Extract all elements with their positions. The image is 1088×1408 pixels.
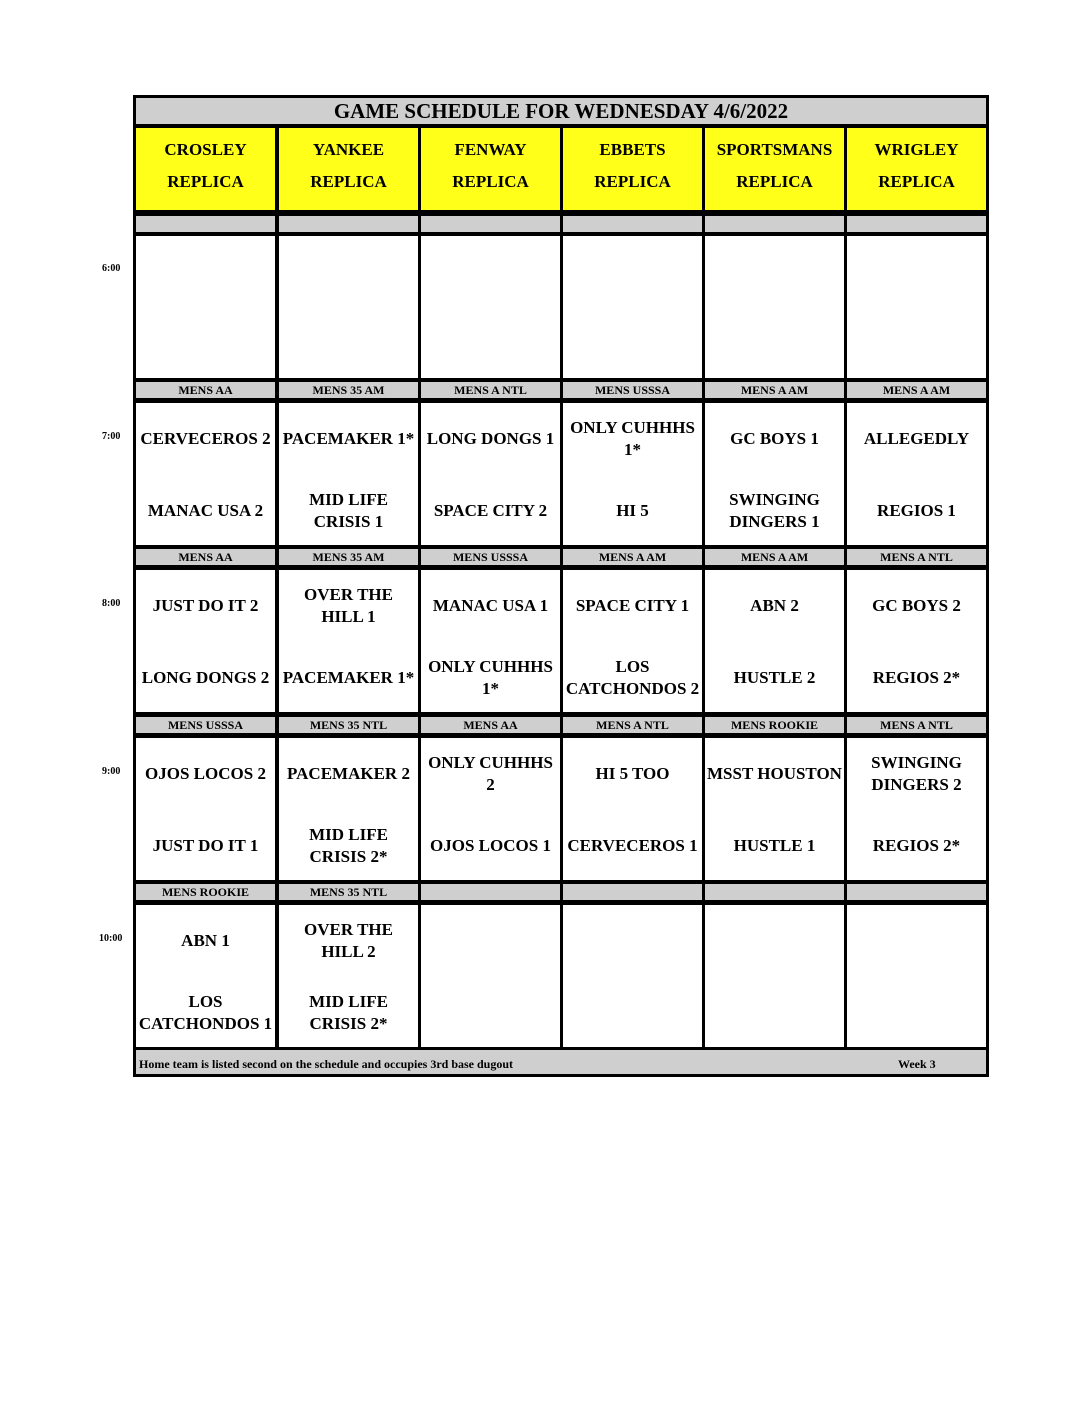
division-label <box>702 881 847 903</box>
away-team <box>565 240 700 304</box>
game-cell <box>844 735 989 883</box>
venue-name: FENWAY <box>454 140 527 159</box>
home-team: MANAC USA 2 <box>147 501 264 520</box>
division-label: MENS 35 NTL <box>276 881 421 903</box>
division-row <box>133 881 989 903</box>
away-team: GC BOYS 1 <box>730 429 819 448</box>
venue-subtitle: REPLICA <box>594 172 671 191</box>
division-label: MENS A AM <box>702 546 847 568</box>
division-label <box>276 213 421 235</box>
division-row <box>133 714 989 736</box>
away-team: OVER THE HILL 1 <box>304 585 393 626</box>
away-team <box>849 909 984 973</box>
game-cell <box>133 902 278 1050</box>
division-label: MENS USSSA <box>560 379 705 401</box>
game-cell <box>276 400 421 548</box>
schedule-sheet <box>133 95 989 1081</box>
home-team: SWINGING DINGERS 1 <box>729 490 820 531</box>
venue-subtitle: REPLICA <box>878 172 955 191</box>
away-team: ALLEGEDLY <box>863 429 970 448</box>
away-team <box>423 240 558 304</box>
home-team: REGIOS 2* <box>872 836 961 855</box>
away-team: PACEMAKER 2 <box>287 764 410 783</box>
away-team: ABN 1 <box>181 931 230 950</box>
away-team <box>707 240 842 304</box>
away-team <box>138 240 273 304</box>
away-team <box>281 240 416 304</box>
away-team: ONLY CUHHHS 2 <box>428 753 553 794</box>
home-team <box>423 312 558 376</box>
time-label: 10:00 <box>99 933 123 944</box>
away-team: MSST HOUSTON <box>707 764 842 783</box>
division-label: MENS A AM <box>844 379 989 401</box>
game-cell <box>418 902 563 1050</box>
schedule-title: GAME SCHEDULE FOR WEDNESDAY 4/6/2022 <box>133 95 989 127</box>
time-slot-row <box>133 902 989 1050</box>
division-label: MENS A AM <box>560 546 705 568</box>
home-team: LONG DONGS 2 <box>141 668 270 687</box>
week-label: Week 3 <box>898 1057 936 1071</box>
venue-subtitle: REPLICA <box>167 172 244 191</box>
away-team: OJOS LOCOS 2 <box>145 764 266 783</box>
home-team <box>281 312 416 376</box>
time-label: 6:00 <box>102 263 121 274</box>
away-team: SWINGING DINGERS 2 <box>871 753 962 794</box>
home-team: REGIOS 1 <box>877 501 956 520</box>
away-team: GC BOYS 2 <box>872 596 961 615</box>
division-label <box>844 213 989 235</box>
time-slot-row <box>133 233 989 381</box>
game-cell <box>702 902 847 1050</box>
game-cell <box>133 567 278 715</box>
time-slot-row <box>133 400 989 548</box>
venue-name: YANKEE <box>312 140 385 159</box>
venue-subtitle: REPLICA <box>452 172 529 191</box>
venue-subtitle: REPLICA <box>310 172 387 191</box>
home-team: HUSTLE 2 <box>733 668 816 687</box>
home-team <box>138 312 273 376</box>
game-cell <box>276 233 421 381</box>
game-cell <box>133 400 278 548</box>
venue-header-row <box>133 125 989 213</box>
division-row <box>133 546 989 568</box>
home-team-note: Home team is listed second on the schedule and occupies 3rd base dugout <box>139 1057 514 1071</box>
venue-subtitle: REPLICA <box>736 172 813 191</box>
division-label <box>418 881 563 903</box>
division-label: MENS 35 AM <box>276 546 421 568</box>
division-label <box>418 213 563 235</box>
away-team: OVER THE HILL 2 <box>304 920 393 961</box>
division-label: MENS 35 AM <box>276 379 421 401</box>
time-label: 8:00 <box>102 598 121 609</box>
home-team: SPACE CITY 2 <box>433 501 548 520</box>
division-row <box>133 213 989 235</box>
away-team <box>565 909 700 973</box>
venue-header-crosley <box>133 125 278 213</box>
away-team: PACEMAKER 1* <box>282 429 415 448</box>
game-cell <box>560 902 705 1050</box>
home-team: HI 5 <box>616 501 649 520</box>
division-label: MENS USSSA <box>133 714 278 736</box>
game-cell <box>418 735 563 883</box>
away-team: CERVECEROS 2 <box>140 429 271 448</box>
venue-header-yankee <box>276 125 421 213</box>
away-team <box>849 240 984 304</box>
home-team <box>707 981 842 1045</box>
home-team: PACEMAKER 1* <box>282 668 415 687</box>
division-label: MENS ROOKIE <box>133 881 278 903</box>
home-team: MID LIFE CRISIS 1 <box>309 490 388 531</box>
game-cell <box>276 567 421 715</box>
game-cell <box>560 735 705 883</box>
away-team <box>707 909 842 973</box>
venue-name: EBBETS <box>599 140 666 159</box>
home-team: MID LIFE CRISIS 2* <box>309 992 388 1033</box>
division-label <box>844 881 989 903</box>
away-team: SPACE CITY 1 <box>575 596 690 615</box>
away-team: LONG DONGS 1 <box>426 429 555 448</box>
away-team <box>423 909 558 973</box>
home-team: LOS CATCHONDOS 2 <box>565 657 700 698</box>
game-cell <box>844 400 989 548</box>
division-label: MENS AA <box>133 546 278 568</box>
game-cell <box>133 233 278 381</box>
home-team: REGIOS 2* <box>872 668 961 687</box>
game-cell <box>702 233 847 381</box>
time-slot-row <box>133 567 989 715</box>
division-label: MENS A NTL <box>844 714 989 736</box>
game-cell <box>418 400 563 548</box>
home-team: HUSTLE 1 <box>733 836 816 855</box>
division-label: MENS ROOKIE <box>702 714 847 736</box>
division-row <box>133 379 989 401</box>
time-label: 7:00 <box>102 431 121 442</box>
division-label <box>702 213 847 235</box>
home-team: ONLY CUHHHS 1* <box>428 657 553 698</box>
venue-name: WRIGLEY <box>874 140 959 159</box>
away-team: MANAC USA 1 <box>432 596 549 615</box>
home-team <box>423 981 558 1045</box>
venue-name: CROSLEY <box>164 140 247 159</box>
home-team <box>565 312 700 376</box>
game-cell <box>560 233 705 381</box>
home-team <box>565 981 700 1045</box>
time-slot-row <box>133 735 989 883</box>
home-team: LOS CATCHONDOS 1 <box>138 992 273 1033</box>
division-label <box>560 213 705 235</box>
away-team: HI 5 TOO <box>595 764 670 783</box>
game-cell <box>276 902 421 1050</box>
division-label: MENS USSSA <box>418 546 563 568</box>
game-cell <box>844 233 989 381</box>
venue-header-ebbets <box>560 125 705 213</box>
home-team <box>707 312 842 376</box>
venue-name: SPORTSMANS <box>716 140 833 159</box>
time-label: 9:00 <box>102 766 121 777</box>
home-team: JUST DO IT 1 <box>152 836 259 855</box>
away-team: JUST DO IT 2 <box>152 596 259 615</box>
division-label: MENS AA <box>418 714 563 736</box>
game-cell <box>560 567 705 715</box>
home-team <box>849 312 984 376</box>
division-label: MENS 35 NTL <box>276 714 421 736</box>
game-cell <box>418 567 563 715</box>
game-cell <box>702 400 847 548</box>
game-cell <box>702 567 847 715</box>
game-cell <box>560 400 705 548</box>
home-team: MID LIFE CRISIS 2* <box>309 825 388 866</box>
division-label: MENS A NTL <box>844 546 989 568</box>
away-team: ONLY CUHHHS 1* <box>570 418 695 459</box>
game-cell <box>418 233 563 381</box>
venue-header-sportsmans <box>702 125 847 213</box>
venue-header-wrigley <box>844 125 989 213</box>
home-team <box>849 981 984 1045</box>
division-label: MENS A AM <box>702 379 847 401</box>
venue-header-fenway <box>418 125 563 213</box>
game-cell <box>276 735 421 883</box>
game-cell <box>702 735 847 883</box>
game-cell <box>844 902 989 1050</box>
division-label: MENS A NTL <box>560 714 705 736</box>
game-cell <box>133 735 278 883</box>
division-label <box>133 213 278 235</box>
division-label: MENS AA <box>133 379 278 401</box>
schedule-footer <box>133 1047 989 1077</box>
division-label <box>560 881 705 903</box>
division-label: MENS A NTL <box>418 379 563 401</box>
home-team: OJOS LOCOS 1 <box>430 836 551 855</box>
game-cell <box>844 567 989 715</box>
home-team: CERVECEROS 1 <box>567 836 698 855</box>
away-team: ABN 2 <box>750 596 799 615</box>
